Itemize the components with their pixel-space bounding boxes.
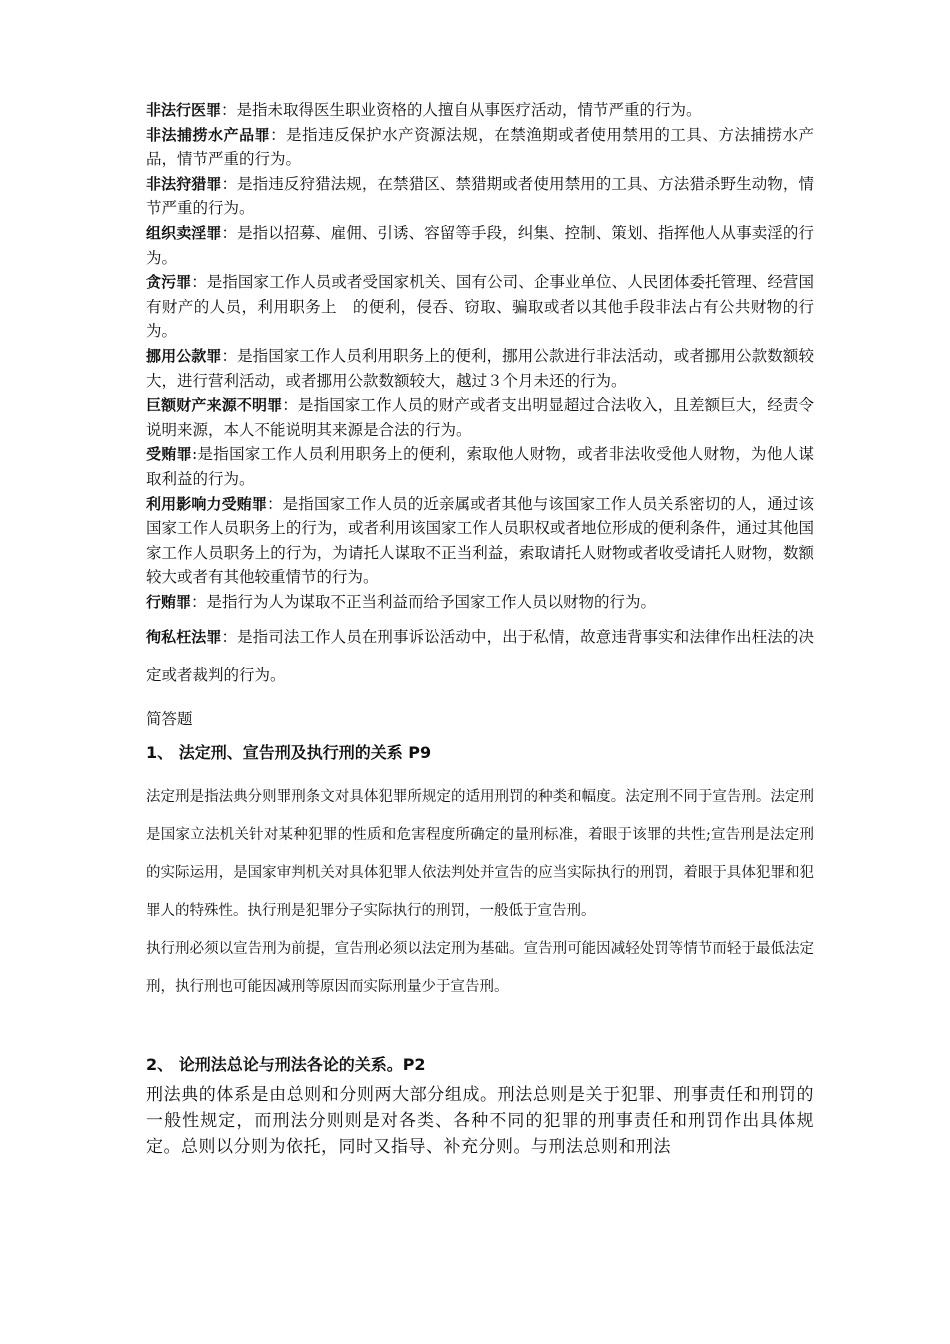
definition-term: 行贿罪 [146, 592, 192, 611]
definition-item [146, 618, 814, 694]
definition-item [146, 344, 814, 393]
definition-text: ：是指行为人为谋取不正当利益而给予国家工作人员以财物的行为。 [191, 592, 657, 611]
definition-term: 非法捕捞水产品罪 [146, 125, 271, 144]
definition-term: 贪污罪 [146, 273, 192, 292]
definition-text: ：是指国家工作人员的近亲属或者其他与该国家工作人员关系密切的人，通过该国家工作人员职务上的行为，或者利用该国家工作人员职权或者地位形成的便利条件，通过其他国家工作人员职务上的行为，为请托人谋取不正当利益，索取请托人财物或者收受请托人财物，数额较大或者有其他较重情节的行为。 [146, 494, 814, 587]
definition-text: ：是指司法工作人员在刑事诉讼活动中，出于私情，故意违背事实和法律作出枉法的决定或者裁判的行为。 [146, 628, 814, 685]
definition-text: ：是指国家工作人员利用职务上的便利，挪用公款进行非法活动，或者挪用公款数额较大，进行营利活动，或者挪用公款数额较大，越过３个月未还的行为。 [146, 346, 814, 390]
definition-item [146, 172, 814, 221]
definition-item [146, 442, 814, 491]
answer-paragraph: 法定刑是指法典分则罪刑条文对具体犯罪所规定的适用刑罚的种类和幅度。法定刑不同于宣告刑。法定刑是国家立法机关针对某种犯罪的性质和危害程度所确定的量刑标准，着眼于该罪的共性;宣告刑是法定刑的实际运用，是国家审判机关对具体犯罪人依法判处并宣告的应当实际执行的刑罚，着眼于具体犯罪和犯罪人的特殊性。执行刑是犯罪分子实际执行的刑罚，一般低于宣告刑。 [146, 789, 814, 920]
question-title: 2、 论刑法总论与刑法各论的关系。P2 [146, 1055, 426, 1075]
definition-item [146, 492, 814, 590]
definition-term: 挪用公款罪 [146, 346, 222, 365]
question-title: 1、 法定刑、宣告刑及执行刑的关系 P9 [146, 743, 432, 763]
definition-term: 非法行医罪 [146, 101, 222, 119]
definition-term: 受贿罪 [146, 445, 192, 464]
definition-text: ：是指国家工作人员的财产或者支出明显超过合法收入，且差额巨大，经责令说明来源，本人不能说明其来源是合法的行为。 [146, 396, 814, 439]
definition-text: ：是指违反保护水产资源法规，在禁渔期或者使用禁用的工具、方法捕捞水产品，情节严重的行为。 [146, 125, 814, 169]
definition-text: ：是指国家工作人员或者受国家机关、国有公司、企事业单位、人民团体委托管理、经营国有财产的人员，利用职务上 的便利，侵吞、窃取、骗取或者以其他手段非法占有公共财物的行为。 [146, 273, 814, 341]
definition-item [146, 123, 814, 172]
definition-term: 利用影响力受贿罪 [146, 494, 268, 513]
definition-text: ：是指未取得医生职业资格的人擅自从事医疗活动，情节严重的行为。 [221, 101, 702, 119]
document-page [146, 98, 814, 1160]
section-heading: 简答题 [146, 710, 193, 729]
definition-item [146, 393, 814, 442]
definition-term: 徇私枉法罪 [146, 628, 222, 647]
definitions-list [146, 98, 814, 694]
definition-term: 非法狩猎罪 [146, 174, 222, 193]
definition-term: 巨额财产来源不明罪 [146, 396, 283, 415]
definition-item [146, 270, 814, 344]
definition-item [146, 98, 814, 123]
answer-paragraph: 刑法典的体系是由总则和分则两大部分组成。刑法总则是关于犯罪、刑事责任和刑罚的一般性规定，而刑法分则则是对各类、各种不同的犯罪的刑事责任和刑罚作出具体规定。总则以分则为依托，同时又指导、补充分则。与刑法总则和刑法 [146, 1085, 814, 1158]
definition-text: :是指国家工作人员利用职务上的便利，索取他人财物，或者非法收受他人财物，为他人谋取利益的行为。 [146, 445, 814, 488]
definition-term: 组织卖淫罪 [146, 223, 222, 242]
definition-item [146, 221, 814, 270]
definition-text: ：是指违反狩猎法规，在禁猎区、禁猎期或者使用禁用的工具、方法猎杀野生动物，情节严重的行为。 [146, 174, 814, 218]
answer-paragraph: 执行刑必须以宣告刑为前提，宣告刑必须以法定刑为基础。宣告刑可能因减轻处罚等情节而轻于最低法定刑，执行刑也可能因减刑等原因而实际刑量少于宣告刑。 [146, 941, 814, 996]
definition-text: ：是指以招募、雇佣、引诱、容留等手段，纠集、控制、策划、指挥他人从事卖淫的行为。 [146, 223, 814, 267]
definition-item [146, 590, 814, 615]
